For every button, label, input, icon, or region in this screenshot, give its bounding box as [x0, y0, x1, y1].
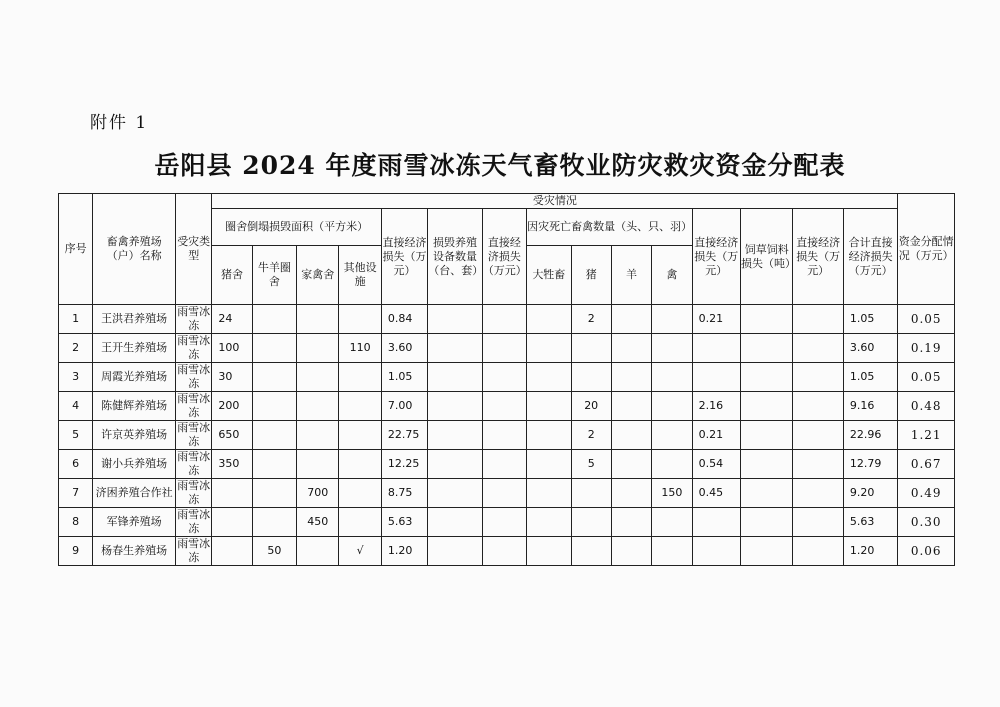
cell-alloc: 0.06	[898, 537, 955, 566]
cell-dead-sheep	[611, 508, 651, 537]
table-body	[59, 305, 955, 566]
cell-alloc: 0.67	[898, 450, 955, 479]
cell-loss3	[692, 363, 740, 392]
cell-type: 雨雪冰冻	[177, 305, 211, 332]
col-poultry-pen-header: 家禽舍	[297, 246, 339, 305]
cell-equip	[428, 392, 482, 421]
cell-equip	[428, 305, 482, 334]
cell-other	[339, 508, 381, 537]
cell-name: 陈健辉养殖场	[93, 392, 176, 421]
cell-name: 王开生养殖场	[93, 334, 176, 363]
cell-type: 雨雪冰冻	[177, 363, 211, 390]
cell-dead-poultry	[652, 537, 692, 566]
cell-feed	[741, 392, 793, 421]
cell-pig-pen: 30	[212, 363, 252, 392]
col-dead-pig-header: 猪	[571, 246, 611, 305]
cell-other: √	[339, 537, 381, 566]
cell-poultry-pen	[297, 537, 339, 566]
cell-dead-sheep	[611, 537, 651, 566]
cell-seq: 6	[59, 450, 93, 479]
cell-loss3: 0.54	[692, 450, 740, 479]
cell-seq: 4	[59, 392, 93, 421]
col-pig-pen-header: 猪舍	[212, 246, 252, 305]
cell-dead-pig	[571, 537, 611, 566]
allocation-table	[58, 193, 955, 566]
cell-dead-poultry	[652, 421, 692, 450]
cell-poultry-pen	[297, 305, 339, 334]
attachment-label: 附件 1	[90, 113, 149, 133]
cell-name: 王洪君养殖场	[93, 305, 176, 334]
cell-loss1: 7.00	[381, 392, 427, 421]
cell-loss2	[482, 508, 526, 537]
cell-large	[527, 421, 571, 450]
cell-loss4	[793, 479, 843, 508]
cell-name: 杨春生养殖场	[93, 537, 176, 566]
cell-dead-pig: 2	[571, 305, 611, 334]
cell-loss1: 0.84	[381, 305, 427, 334]
cell-loss3	[692, 334, 740, 363]
cell-alloc: 0.05	[898, 363, 955, 392]
cell-equip	[428, 334, 482, 363]
cell-seq: 1	[59, 305, 93, 334]
cell-loss3: 0.21	[692, 305, 740, 334]
cell-feed	[741, 537, 793, 566]
cell-total: 22.96	[843, 421, 897, 450]
cell-other: 110	[339, 334, 381, 363]
cell-loss3	[692, 537, 740, 566]
table-row	[59, 334, 955, 363]
cell-loss1: 8.75	[381, 479, 427, 508]
cell-loss2	[482, 537, 526, 566]
cell-dead-poultry	[652, 508, 692, 537]
cell-dead-pig	[571, 479, 611, 508]
col-total-header: 合计直接经济损失（万元）	[843, 209, 897, 305]
cell-equip	[428, 537, 482, 566]
cell-alloc: 1.21	[898, 421, 955, 450]
cell-loss2	[482, 392, 526, 421]
cell-name: 许京英养殖场	[93, 421, 176, 450]
cell-dead-pig: 20	[571, 392, 611, 421]
cell-dead-pig	[571, 363, 611, 392]
col-seq-header: 序号	[59, 194, 93, 305]
cell-loss1: 1.20	[381, 537, 427, 566]
cell-loss3	[692, 508, 740, 537]
cell-poultry-pen: 450	[297, 508, 339, 537]
cell-type: 雨雪冰冻	[177, 537, 211, 564]
cell-loss4	[793, 305, 843, 334]
col-loss2-header: 直接经济损失（万元）	[482, 209, 526, 305]
cell-name: 周霞光养殖场	[93, 363, 176, 392]
cell-loss2	[482, 363, 526, 392]
cell-cattle-sheep-pen	[252, 479, 296, 508]
cell-equip	[428, 363, 482, 392]
col-dead-sheep-header: 羊	[611, 246, 651, 305]
col-loss1-header: 直接经济损失（万元）	[381, 209, 427, 305]
cell-pig-pen: 650	[212, 421, 252, 450]
cell-cattle-sheep-pen	[252, 334, 296, 363]
cell-loss3: 0.21	[692, 421, 740, 450]
cell-cattle-sheep-pen: 50	[252, 537, 296, 566]
table-row	[59, 392, 955, 421]
col-name-header: 畜禽养殖场（户）名称	[93, 194, 176, 305]
col-other-header: 其他设施	[339, 246, 381, 305]
cell-poultry-pen: 700	[297, 479, 339, 508]
cell-total: 9.16	[843, 392, 897, 421]
cell-loss4	[793, 537, 843, 566]
cell-name: 谢小兵养殖场	[93, 450, 176, 479]
cell-large	[527, 363, 571, 392]
cell-loss4	[793, 421, 843, 450]
cell-loss2	[482, 479, 526, 508]
cell-loss3: 0.45	[692, 479, 740, 508]
cell-name: 济困养殖合作社	[93, 479, 176, 508]
cell-loss2	[482, 450, 526, 479]
cell-feed	[741, 363, 793, 392]
cell-loss3: 2.16	[692, 392, 740, 421]
cell-other	[339, 305, 381, 334]
cell-large	[527, 450, 571, 479]
table-row	[59, 479, 955, 508]
cell-equip	[428, 479, 482, 508]
cell-loss1: 12.25	[381, 450, 427, 479]
cell-cattle-sheep-pen	[252, 421, 296, 450]
cell-pig-pen	[212, 537, 252, 566]
cell-dead-pig: 2	[571, 421, 611, 450]
cell-dead-poultry	[652, 305, 692, 334]
cell-dead-sheep	[611, 363, 651, 392]
cell-pig-pen: 100	[212, 334, 252, 363]
cell-feed	[741, 305, 793, 334]
dead-header: 因灾死亡畜禽数量（头、只、羽）	[527, 209, 692, 246]
table-row	[59, 450, 955, 479]
col-dead-poultry-header: 禽	[652, 246, 692, 305]
col-allocation-header: 资金分配情况（万元）	[898, 194, 955, 305]
cell-loss2	[482, 421, 526, 450]
cell-total: 5.63	[843, 508, 897, 537]
cell-total: 1.05	[843, 363, 897, 392]
cell-alloc: 0.49	[898, 479, 955, 508]
cell-seq: 5	[59, 421, 93, 450]
cell-alloc: 0.48	[898, 392, 955, 421]
table-row	[59, 508, 955, 537]
cell-feed	[741, 334, 793, 363]
cell-feed	[741, 508, 793, 537]
col-type-header: 受灾类型	[176, 194, 212, 305]
pen-area-header: 圈舍倒塌损毁面积（平方米）	[212, 209, 382, 246]
situation-header: 受灾情况	[212, 194, 898, 209]
cell-total: 9.20	[843, 479, 897, 508]
cell-seq: 8	[59, 508, 93, 537]
cell-dead-poultry	[652, 450, 692, 479]
cell-seq: 3	[59, 363, 93, 392]
cell-loss4	[793, 334, 843, 363]
cell-alloc: 0.30	[898, 508, 955, 537]
cell-poultry-pen	[297, 450, 339, 479]
cell-cattle-sheep-pen	[252, 508, 296, 537]
cell-type: 雨雪冰冻	[177, 479, 211, 506]
cell-loss1: 22.75	[381, 421, 427, 450]
page-title: 岳阳县 2024 年度雨雪冰冻天气畜牧业防灾救灾资金分配表	[154, 151, 846, 180]
table-row	[59, 305, 955, 334]
cell-cattle-sheep-pen	[252, 450, 296, 479]
cell-other	[339, 479, 381, 508]
col-cattle-sheep-pen-header: 牛羊圈舍	[252, 246, 296, 305]
cell-alloc: 0.19	[898, 334, 955, 363]
cell-name: 军锋养殖场	[93, 508, 176, 537]
cell-dead-poultry	[652, 392, 692, 421]
cell-large	[527, 334, 571, 363]
cell-pig-pen	[212, 508, 252, 537]
cell-dead-sheep	[611, 334, 651, 363]
cell-loss1: 3.60	[381, 334, 427, 363]
cell-loss1: 1.05	[381, 363, 427, 392]
table-row	[59, 537, 955, 566]
col-feed-header: 饲草饲料损失（吨）	[741, 209, 793, 305]
cell-equip	[428, 450, 482, 479]
cell-large	[527, 479, 571, 508]
cell-loss1: 5.63	[381, 508, 427, 537]
cell-loss4	[793, 392, 843, 421]
cell-pig-pen: 24	[212, 305, 252, 334]
table-row	[59, 421, 955, 450]
cell-feed	[741, 421, 793, 450]
cell-poultry-pen	[297, 363, 339, 392]
cell-feed	[741, 450, 793, 479]
cell-other	[339, 392, 381, 421]
table-row	[59, 363, 955, 392]
cell-large	[527, 392, 571, 421]
cell-dead-sheep	[611, 479, 651, 508]
cell-feed	[741, 479, 793, 508]
cell-total: 12.79	[843, 450, 897, 479]
cell-other	[339, 421, 381, 450]
cell-cattle-sheep-pen	[252, 363, 296, 392]
cell-loss4	[793, 363, 843, 392]
cell-type: 雨雪冰冻	[177, 421, 211, 448]
cell-type: 雨雪冰冻	[177, 392, 211, 419]
col-loss3-header: 直接经济损失（万元）	[692, 209, 740, 305]
col-loss4-header: 直接经济损失（万元）	[793, 209, 843, 305]
cell-seq: 2	[59, 334, 93, 363]
cell-large	[527, 537, 571, 566]
cell-dead-poultry: 150	[652, 479, 692, 508]
cell-type: 雨雪冰冻	[177, 334, 211, 361]
cell-poultry-pen	[297, 421, 339, 450]
cell-other	[339, 363, 381, 392]
cell-dead-pig	[571, 334, 611, 363]
cell-dead-pig: 5	[571, 450, 611, 479]
cell-cattle-sheep-pen	[252, 305, 296, 334]
cell-type: 雨雪冰冻	[177, 450, 211, 477]
cell-poultry-pen	[297, 392, 339, 421]
cell-dead-sheep	[611, 450, 651, 479]
cell-dead-sheep	[611, 392, 651, 421]
col-equip-header: 损毁养殖设备数量（台、套）	[428, 209, 482, 305]
cell-loss4	[793, 508, 843, 537]
cell-total: 1.20	[843, 537, 897, 566]
cell-seq: 9	[59, 537, 93, 566]
cell-poultry-pen	[297, 334, 339, 363]
cell-loss2	[482, 334, 526, 363]
cell-dead-poultry	[652, 334, 692, 363]
cell-large	[527, 305, 571, 334]
cell-dead-sheep	[611, 421, 651, 450]
cell-large	[527, 508, 571, 537]
cell-loss2	[482, 305, 526, 334]
cell-seq: 7	[59, 479, 93, 508]
cell-pig-pen: 350	[212, 450, 252, 479]
cell-equip	[428, 421, 482, 450]
cell-total: 3.60	[843, 334, 897, 363]
cell-pig-pen: 200	[212, 392, 252, 421]
col-large-header: 大牲畜	[527, 246, 571, 305]
cell-dead-sheep	[611, 305, 651, 334]
cell-cattle-sheep-pen	[252, 392, 296, 421]
cell-dead-pig	[571, 508, 611, 537]
table-header	[59, 194, 955, 305]
cell-equip	[428, 508, 482, 537]
cell-type: 雨雪冰冻	[177, 508, 211, 535]
cell-dead-poultry	[652, 363, 692, 392]
cell-other	[339, 450, 381, 479]
cell-alloc: 0.05	[898, 305, 955, 334]
cell-total: 1.05	[843, 305, 897, 334]
cell-loss4	[793, 450, 843, 479]
cell-pig-pen	[212, 479, 252, 508]
